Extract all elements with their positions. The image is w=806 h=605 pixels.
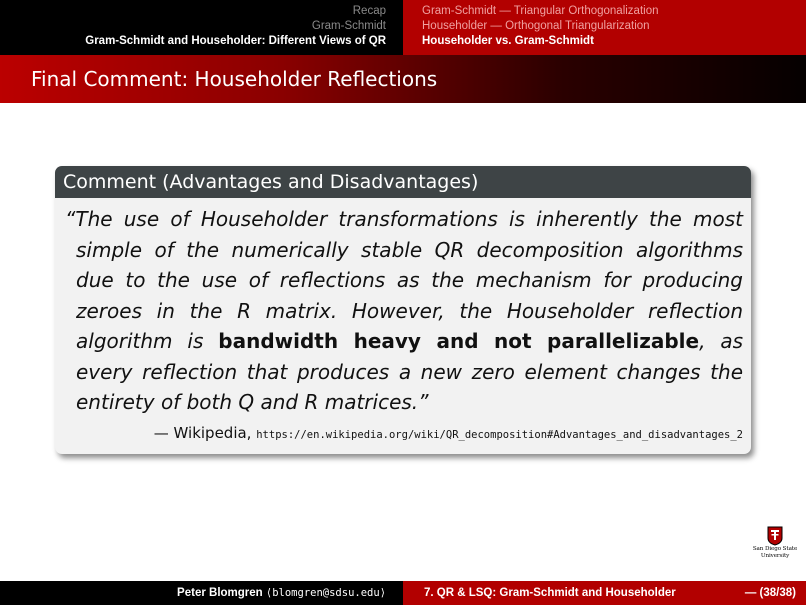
subsection-list [403, 0, 806, 55]
section-list [0, 0, 403, 55]
comment-block [55, 166, 751, 454]
nav-subsection-gram-schmidt[interactable]: Gram-Schmidt — Triangular Orthogonalization [422, 5, 659, 17]
attribution-url-link[interactable]: https://en.wikipedia.org/wiki/QR_decomposition#Advantages_and_disadvantages_2 [256, 428, 743, 441]
author-name: Peter Blomgren [177, 587, 263, 599]
footer-author [0, 581, 403, 605]
quote-emphasis: bandwidth heavy and not parallelizable [218, 329, 700, 353]
author-email: ⟨blomgren@sdsu.edu⟩ [265, 587, 386, 599]
section-navigation [0, 0, 806, 55]
sdsu-shield-icon [767, 526, 783, 546]
nav-subsection-householder[interactable]: Householder — Orthogonal Triangularization [422, 20, 650, 32]
page-number: — (38/38) [744, 587, 796, 599]
footer [0, 581, 806, 605]
quote-text-start: “The use of Householder transformations is inherently the most simple of the numerically stable QR decomposition algorithms due to the use of reflections as the mechanism for producing zeroes in the R matrix. However, the Householder reflection algorithm is [65, 207, 743, 353]
nav-section-gram-schmidt[interactable]: Gram-Schmidt [311, 20, 386, 32]
footer-lecture [403, 581, 806, 605]
block-title: Comment (Advantages and Disadvantages) [55, 166, 751, 198]
lecture-title: 7. QR & LSQ: Gram-Schmidt and Householder [424, 587, 676, 599]
wikipedia-quote [65, 204, 743, 418]
logo-line-2: University [760, 552, 790, 559]
logo-line-1: San Diego State [752, 546, 798, 552]
nav-subsection-householder-vs-gs[interactable]: Householder vs. Gram-Schmidt [422, 35, 594, 47]
nav-section-recap[interactable]: Recap [352, 5, 386, 17]
quote-text-end: , as every reflection that produces a new zero element changes the entirety of both Q and R matrices.” [76, 329, 743, 414]
block-body [55, 198, 751, 454]
attribution-source: — Wikipedia, [153, 423, 252, 442]
frame-title: Final Comment: Householder Reflections [0, 55, 806, 103]
quote-attribution [65, 422, 743, 446]
sdsu-logo [747, 526, 803, 559]
nav-section-gs-and-householder[interactable]: Gram-Schmidt and Householder: Different Views of QR [85, 35, 386, 47]
